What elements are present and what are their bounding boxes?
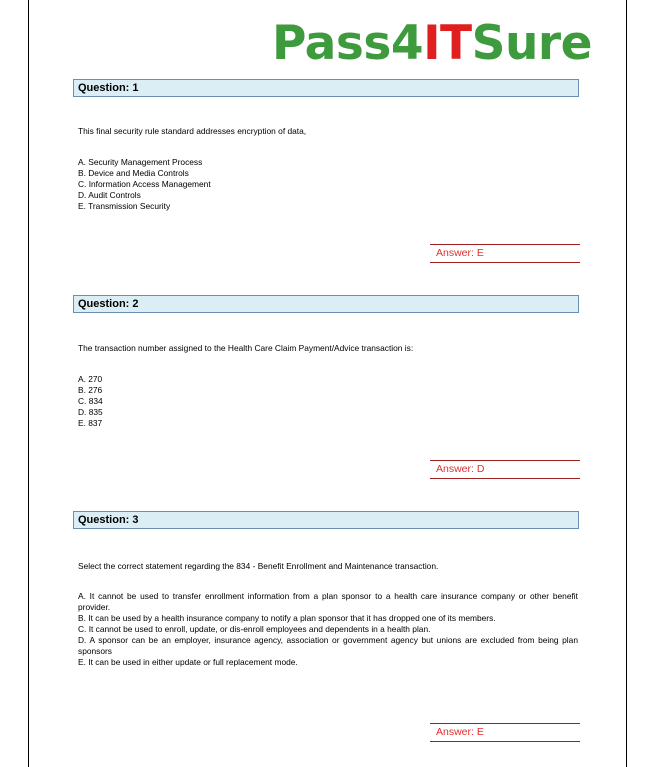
option: A. Security Management Process	[78, 157, 203, 167]
page-edge-left	[28, 0, 29, 767]
question-2-answer: Answer: D	[430, 460, 580, 479]
option: A. It cannot be used to transfer enrollment information from a plan sponsor to a health care insurance company or other benefit provider.	[78, 591, 578, 612]
option: B. Device and Media Controls	[78, 168, 189, 178]
question-1-options	[78, 157, 578, 212]
question-1-text: This final security rule standard addresses encryption of data,	[78, 126, 307, 136]
option: C. 834	[78, 396, 103, 406]
option: C. Information Access Management	[78, 179, 211, 189]
page-edge-right	[626, 0, 627, 767]
option: D. A sponsor can be an employer, insurance agency, association or government agency but unions are excluded from being plan sponsors	[78, 635, 578, 656]
logo-part-1: Pass4	[272, 16, 424, 71]
question-3-header: Question: 3	[73, 511, 579, 529]
question-3-answer: Answer: E	[430, 723, 580, 742]
option: B. It can be used by a health insurance company to notify a plan sponsor that it has dropped one of its members.	[78, 613, 496, 623]
question-2-options	[78, 374, 578, 429]
pass4itsure-logo	[272, 16, 592, 71]
question-2-header: Question: 2	[73, 295, 579, 313]
option: D. Audit Controls	[78, 190, 141, 200]
logo-part-2: IT	[423, 16, 472, 71]
logo-part-3: Sure	[471, 16, 592, 71]
question-3-options	[78, 591, 578, 668]
option: E. 837	[78, 418, 103, 428]
question-1-answer: Answer: E	[430, 244, 580, 263]
question-3-text: Select the correct statement regarding the 834 - Benefit Enrollment and Maintenance transaction.	[78, 561, 439, 571]
option: E. Transmission Security	[78, 201, 171, 211]
question-1-header: Question: 1	[73, 79, 579, 97]
option: C. It cannot be used to enroll, update, or dis-enroll employees and dependents in a health plan.	[78, 624, 431, 634]
option: A. 270	[78, 374, 103, 384]
question-2-text: The transaction number assigned to the Health Care Claim Payment/Advice transaction is:	[78, 343, 414, 353]
option: B. 276	[78, 385, 103, 395]
option: E. It can be used in either update or full replacement mode.	[78, 657, 298, 667]
option: D. 835	[78, 407, 103, 417]
